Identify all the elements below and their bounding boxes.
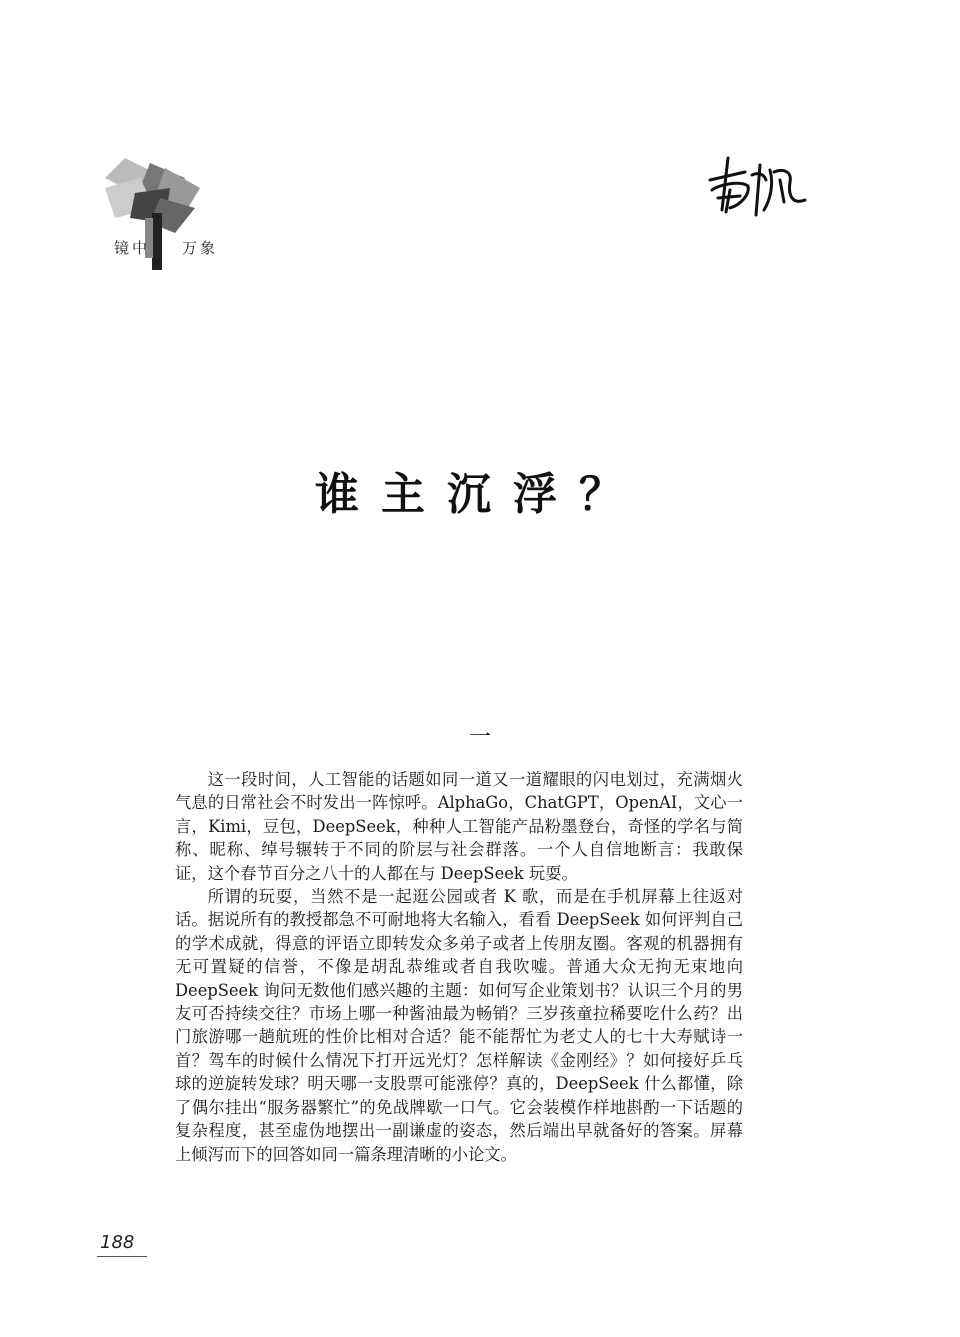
signature-icon xyxy=(700,150,820,230)
page-number-rule xyxy=(97,1256,147,1257)
article-body xyxy=(175,768,743,1166)
paragraph: 所谓的玩耍，当然不是一起逛公园或者 K 歌，而是在手机屏幕上往返对话。据说所有的教授都急不可耐地将大名输入，看看 DeepSeek 如何评判自己的学术成就，得意的评语立即转发众多弟子或者上传朋友圈。客观的机器拥有无可置疑的信誉，不像是胡乱恭维或者自我吹嘘。普通大众无拘无束地向 DeepSeek 询问无数他们感兴趣的主题：如何写企业策划书？认识三个月的男友可否持续交往？市场上哪一种酱油最为畅销？三岁孩童拉稀要吃什么药？出门旅游哪一趟航班的性价比相对合适？能不能帮忙为老丈人的七十大寿赋诗一首？驾车的时候什么情况下打开远光灯？怎样解读《金刚经》？如何接好乒乓球的逆旋转发球？明天哪一支股票可能涨停？真的，DeepSeek 什么都懂，除了偶尔挂出“服务器繁忙”的免战牌歇一口气。它会装模作样地斟酌一下话题的复杂程度，甚至虚伪地摆出一副谦虚的姿态，然后端出早就备好的答案。屏幕上倾泻而下的回答如同一篇条理清晰的小论文。 xyxy=(175,887,743,1164)
column-label-right: 万象 xyxy=(182,239,219,257)
column-label-left: 镜中 xyxy=(114,239,151,257)
author-signature xyxy=(700,150,820,230)
paragraph: 这一段时间，人工智能的话题如同一道又一道耀眼的闪电划过，充满烟火气息的日常社会不时发出一阵惊呼。AlphaGo，ChatGPT，OpenAI，文心一言，Kimi，豆包，DeepSeek，种种人工智能产品粉墨登台，奇怪的学名与简称、昵称、绰号辗转于不同的阶层与社会群落。一个人自信地断言：我敢保证，这个春节百分之八十的人都在与 DeepSeek 玩耍。 xyxy=(175,770,743,883)
page-number: 188 xyxy=(100,1232,135,1253)
article-title: 谁主沉浮？ xyxy=(315,469,645,520)
section-number: 一 xyxy=(468,725,491,750)
